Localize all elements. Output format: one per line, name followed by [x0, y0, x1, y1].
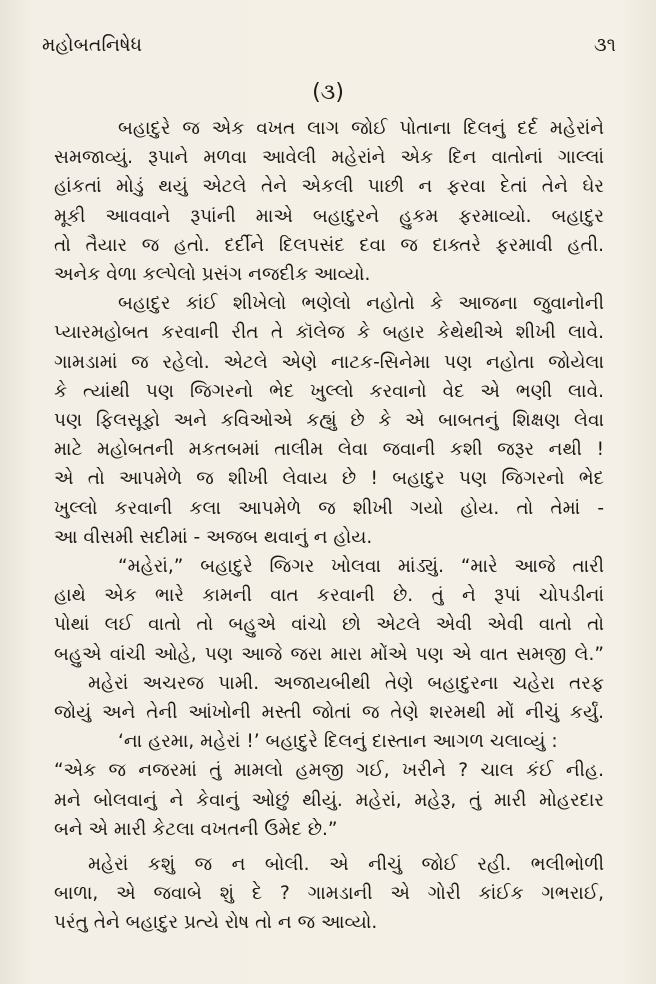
section-number: (૩)	[312, 80, 344, 105]
text-line: બહુએ વાંચી ઓહે, પણ આજે જરા મારા મોંએ પણ એ વાત સમજી લે.”	[54, 643, 604, 665]
text-line: બહાદુરે જ એક વખત લાગ જોઈ પોતાના દિલનું દર્દ મહેરાંને	[118, 118, 604, 139]
text-line: પણ ફિલસૂફો અને કવિઓએ કહ્યું છે કે એ બાબતનું શિક્ષણ લેવા	[54, 410, 604, 432]
text-line: હાંકતાં મોડું થયું એટલે તેને એકલી પાછી ન ફરવા દેતાં તેને ઘેર	[54, 176, 604, 198]
running-head	[42, 34, 616, 60]
body-text	[54, 114, 604, 938]
running-title: મહોબતનિષેધ	[42, 34, 142, 56]
text-line: એ તો આપમેળે જ શીખી લેવાય છે ! બહાદુર પણ જિગરનો ભેદ	[54, 468, 604, 490]
text-line: મહેરાં અચરજ પામી. અજાયબીથી તેણે બહાદુરના ચહેરા તરફ	[88, 672, 604, 694]
text-line: આ વીસમી સદીમાં - અજબ થવાનું ન હોય.	[54, 526, 373, 548]
text-line: “મહેરાં,” બહાદુરે જિગર ખોલવા માંડ્યું. “મારે આજે તારી	[118, 556, 604, 578]
text-line: હાથે એક ભારે કામની વાત કરવાની છે. તું ને રૂપાં ચોપડીનાં	[54, 585, 604, 607]
text-line: અનેક વેળા કલ્પેલો પ્રસંગ નજદીક આવ્યો.	[54, 264, 371, 286]
text-line: પરંતુ તેને બહાદુર પ્રત્યે રોષ તો ન જ આવ્યો.	[54, 912, 378, 934]
text-line: પ્યારમહોબત કરવાની રીત તે કૉલેજ કે બહાર કેથેથીએ શીખી લાવે.	[54, 322, 604, 344]
text-line: સમજાવ્યું. રૂપાને મળવા આવેલી મહેરાંને એક દિન વાતોનાં ગાલ્લાં	[54, 147, 604, 169]
text-line: કે ત્યાંથી પણ જિગરનો ભેદ ખુલ્લો કરવાનો વેદ એ ભણી લાવે.	[54, 380, 604, 402]
text-line: મને બોલવાનું ને કેવાનું ઓછું થીયું. મહેરાં, મહેરૂ, તું મારી મોહરદાર	[54, 789, 604, 811]
text-line: માટે મહોબતની મકતબમાં તાલીમ લેવા જવાની કશી જરૂર નથી !	[54, 439, 604, 461]
text-line: મૂકી આવવાને રૂપાંની માએ બહાદુરને હુકમ ફરમાવ્યો. બહાદુર	[54, 205, 604, 227]
text-line: બાળા, એ જવાબે શું દે ? ગામડાની એ ગોરી કાંઈક ગભરાઈ,	[54, 883, 604, 905]
text-line: બને એ મારી કેટલા વખતની ઉમેદ છે.”	[54, 818, 338, 840]
text-line: મહેરાં કશું જ ન બોલી. એ નીચું જોઈ રહી. ભલીભોળી	[88, 854, 604, 876]
text-line: “એક જ નજરમાં તું મામલો હમજી ગઈ, ખરીને ? ચાલ કંઈ નીહ.	[54, 760, 604, 782]
text-line: ગામડામાં જ રહેલો. એટલે એણે નાટક-સિનેમા પણ નહોતા જોયેલા	[54, 351, 604, 373]
text-line: પોથાં લઈ વાતો તો બહુએ વાંચો છો એટલે એવી એવી વાતો તો	[54, 614, 604, 636]
text-line: ‘ના હરમા, મહેરાં !’ બહાદુરે દિલનું દાસ્તાન આગળ ચલાવ્યું :	[118, 731, 558, 753]
text-line: બહાદુર કાંઈ શીખેલો ભણેલો નહોતો કે આજના જુવાનોની	[118, 293, 604, 315]
page-number: ૩૧	[594, 34, 616, 56]
text-line: તો તૈયાર જ હતો. દર્દીને દિલપસંદ દવા જ દાક્તરે ફરમાવી હતી.	[54, 234, 604, 256]
text-line: ખુલ્લો કરવાની કલા આપમેળે જ શીખી ગયો હોય. તો તેમાં -	[54, 497, 604, 519]
text-line: જોયું અને તેની આંખોની મસ્તી જોતાં જ તેણે શરમથી મોં નીચું કર્યું.	[54, 702, 604, 724]
